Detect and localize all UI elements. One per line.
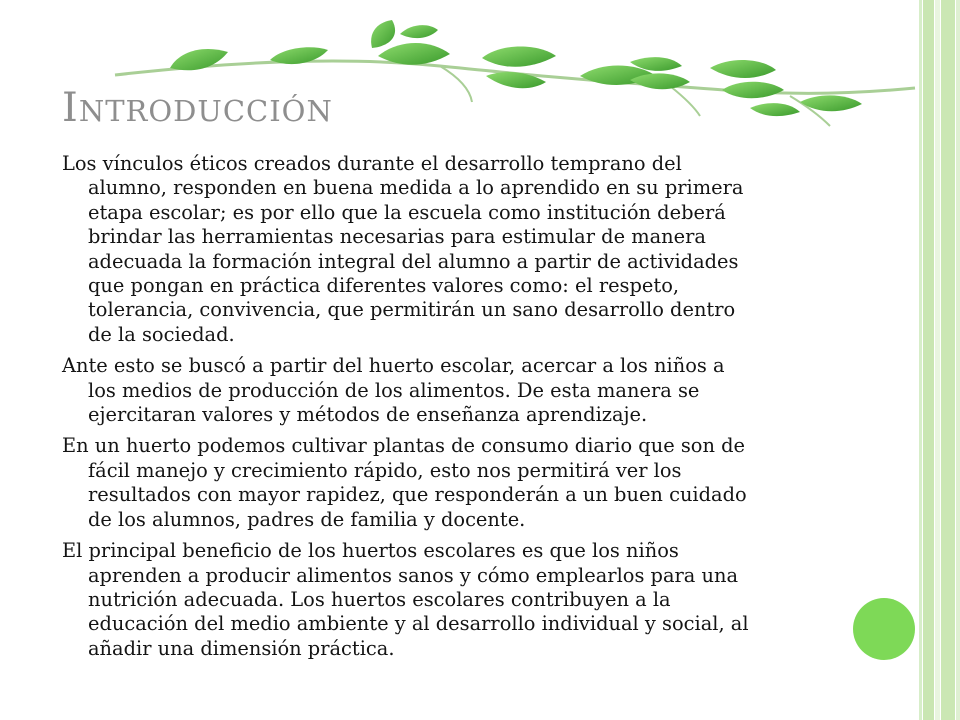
paragraph-school-garden: Ante esto se buscó a partir del huerto escolar, acercar a los niños a los medios de producción de los alimentos. De esta manera se ejercitaran valores y métodos de enseñanza aprendizaje. [62,354,725,427]
slide-title [62,86,333,133]
paragraph-intro-values: Los vínculos éticos creados durante el desarrollo temprano del alumno, responden en buena medida a lo aprendido en su primera etapa escolar; es por ello que la escuela como institución deberá brindar las herramientas necesarias para estimular de manera adecuada la formación integral del alumno a partir de actividades que pongan en práctica diferentes valores como: el respeto, tolerancia, convivencia, que permitirán un sano desarrollo dentro de la sociedad. [62,152,744,346]
title-rest: NTRODUCCIÓN [78,94,333,128]
slide-body [62,152,882,668]
paragraph-benefits: El principal beneficio de los huertos escolares es que los niños aprenden a producir alimentos sanos y cómo emplearlos para una nutrición adecuada. Los huertos escolares contribuyen a la educación del medio ambiente y al desarrollo individual y social, al añadir una dimensión práctica. [62,539,749,660]
green-circle-icon [853,598,915,660]
paragraph-garden-crops: En un huerto podemos cultivar plantas de consumo diario que son de fácil manejo y crecimiento rápido, esto nos permitirá ver los resultados con mayor rapidez, que responderán a un buen cuidado de los alumnos, padres de familia y docente. [62,434,747,531]
title-first-letter: I [62,85,79,131]
right-stripes-decoration [914,0,960,720]
